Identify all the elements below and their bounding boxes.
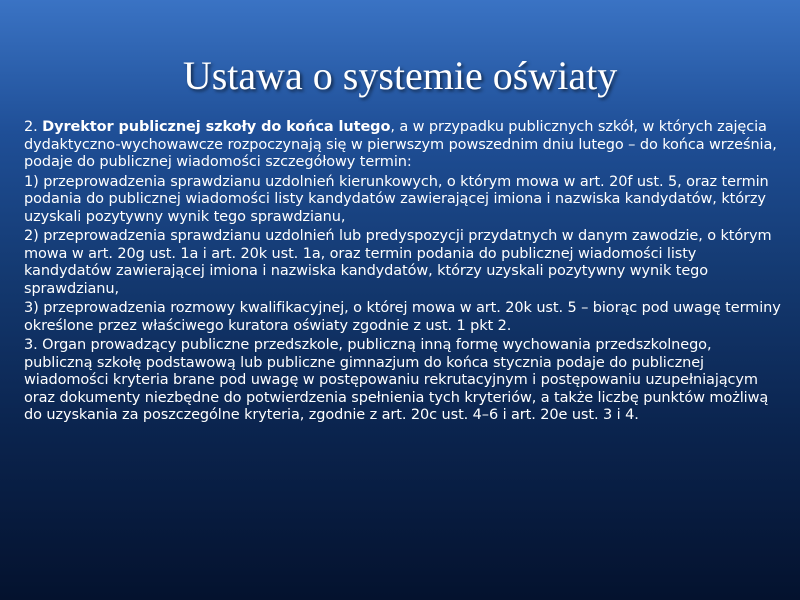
paragraph-section-2: [24, 119, 784, 172]
paragraph-section-3: 3. Organ prowadzący publiczne przedszkole, publiczną inną formę wychowania przedszkolnego, publiczną szkołę podstawową lub publiczne gimnazjum do końca stycznia podaje do publicznej wiadomości kryteria brane pod uwagę w postępowaniu rekrutacyjnym i postępowaniu uzupełniającym oraz dokumenty niezbędne do potwierdzenia spełnienia tych kryteriów, a także liczbę punktów możliwą do uzyskania za poszczególne kryteria, zgodnie z art. 20c ust. 4–6 i art. 20e ust. 3 i 4.: [24, 337, 769, 423]
paragraph-bold-text: Dyrektor publicznej szkoły do końca lutego: [42, 119, 391, 135]
paragraph-point-3: 3) przeprowadzenia rozmowy kwalifikacyjnej, o której mowa w art. 20k ust. 5 – biorąc pod uwagę terminy określone przez właściwego kuratora oświaty zgodnie z ust. 1 pkt 2.: [24, 300, 781, 334]
paragraph-prefix: 2.: [24, 119, 43, 135]
paragraph-text: , a w przypadku publicznych szkół, w których zajęcia dydaktyczno-wychowawcze rozpoczynają się w pierwszym powszednim dniu lutego – do końca września, podaje do publicznej wiadomości szczegółowy termin:: [24, 119, 777, 170]
paragraph-point-2: 2) przeprowadzenia sprawdzianu uzdolnień lub predyspozycji przydatnych w danym zawodzie, o którym mowa w art. 20g ust. 1a i art. 20k ust. 1a, oraz termin podania do publicznej wiadomości listy kandydatów zawierającej imiona i nazwiska kandydatów, którzy uzyskali pozytywny wynik tego sprawdzianu,: [24, 228, 772, 297]
slide-title: Ustawa o systemie oświaty: [182, 53, 618, 98]
slide-content: [24, 119, 784, 427]
paragraph-point-1: 1) przeprowadzenia sprawdzianu uzdolnień kierunkowych, o którym mowa w art. 20f ust. 5, oraz termin podania do publicznej wiadomości listy kandydatów zawierającej imiona i nazwiska kandydatów, którzy uzyskali pozytywny wynik tego sprawdzianu,: [24, 173, 769, 225]
